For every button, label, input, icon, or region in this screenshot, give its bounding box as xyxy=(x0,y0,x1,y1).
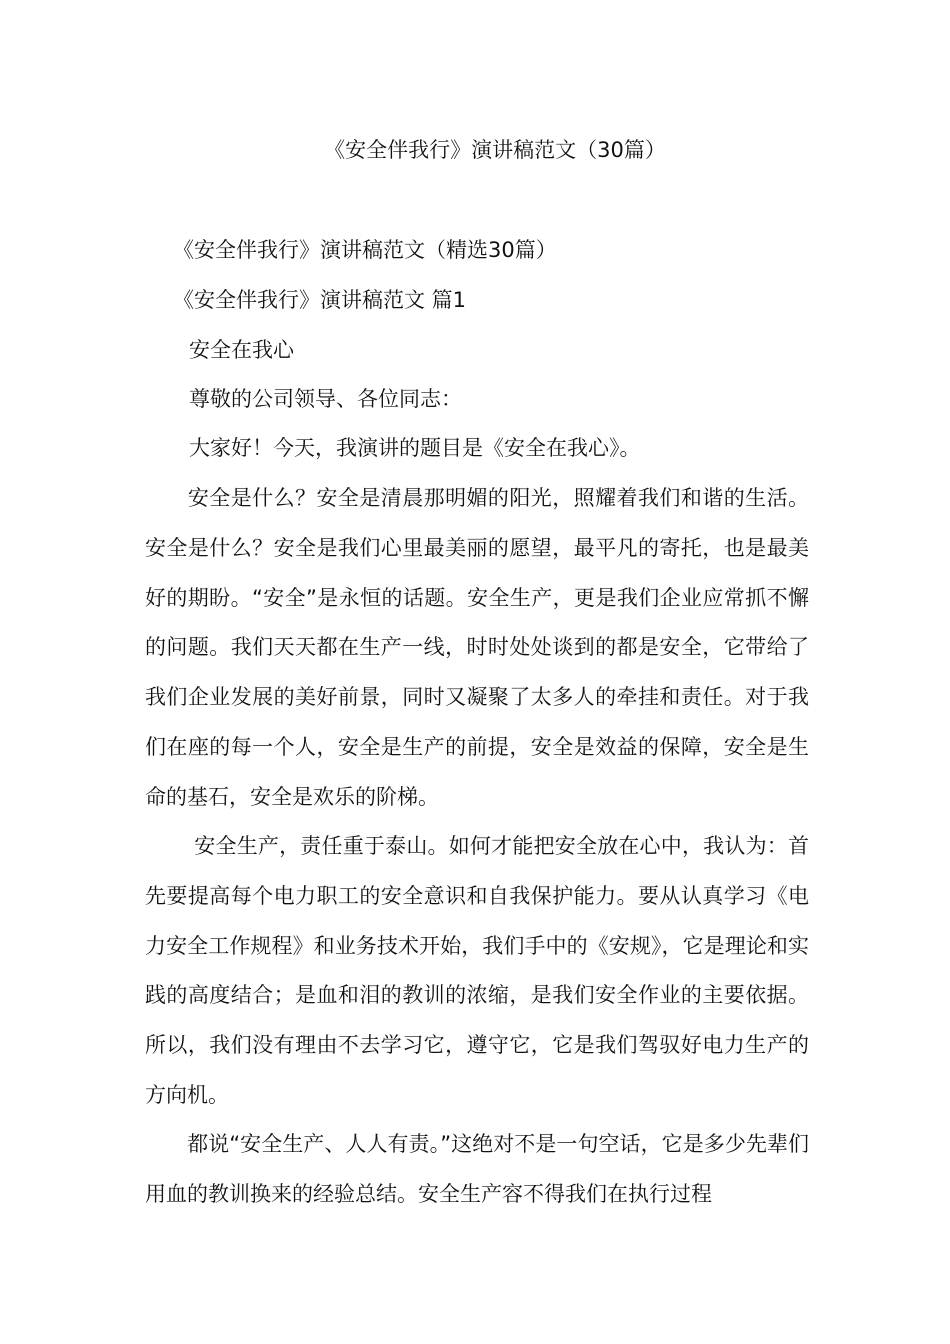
salutation: 尊敬的公司领导、各位同志： xyxy=(189,387,462,411)
document-title: 《安全伴我行》演讲稿范文（30篇） xyxy=(324,138,666,162)
speech-title: 安全在我心 xyxy=(189,338,294,362)
section-heading: 《安全伴我行》演讲稿范文 篇1 xyxy=(173,288,467,312)
greeting: 大家好！今天，我演讲的题目是《安全在我心》。 xyxy=(189,436,641,460)
paragraph-1: 安全是什么？安全是清晨那明媚的阳光，照耀着我们和谐的生活。安全是什么？安全是我们心里最美丽的愿望，最平凡的寄托，也是最美好的期盼。“安全”是永恒的话题。安全生产，更是我们企业应常抓不懈的问题。我们天天都在生产一线，时时处处谈到的都是安全，它带给了我们企业发展的美好前景，同时又凝聚了太多人的牵挂和责任。对于我们在座的每一个人，安全是生产的前提，安全是效益的保障，安全是生命的基石，安全是欢乐的阶梯。 xyxy=(145,486,809,809)
paragraph-3: 都说“安全生产、人人有责。”这绝对不是一句空话，它是多少先辈们用血的教训换来的经验总结。安全生产容不得我们在执行过程 xyxy=(145,1132,809,1206)
paragraph-2: 安全生产，责任重于泰山。如何才能把安全放在心中，我认为：首先要提高每个电力职工的安全意识和自我保护能力。要从认真学习《电力安全工作规程》和业务技术开始，我们手中的《安规》，它是理论和实践的高度结合；是血和泪的教训的浓缩，是我们安全作业的主要依据。所以，我们没有理由不去学习它，遵守它，它是我们驾驭好电力生产的方向机。 xyxy=(145,834,809,1107)
document-subtitle: 《安全伴我行》演讲稿范文（精选30篇） xyxy=(173,238,557,262)
